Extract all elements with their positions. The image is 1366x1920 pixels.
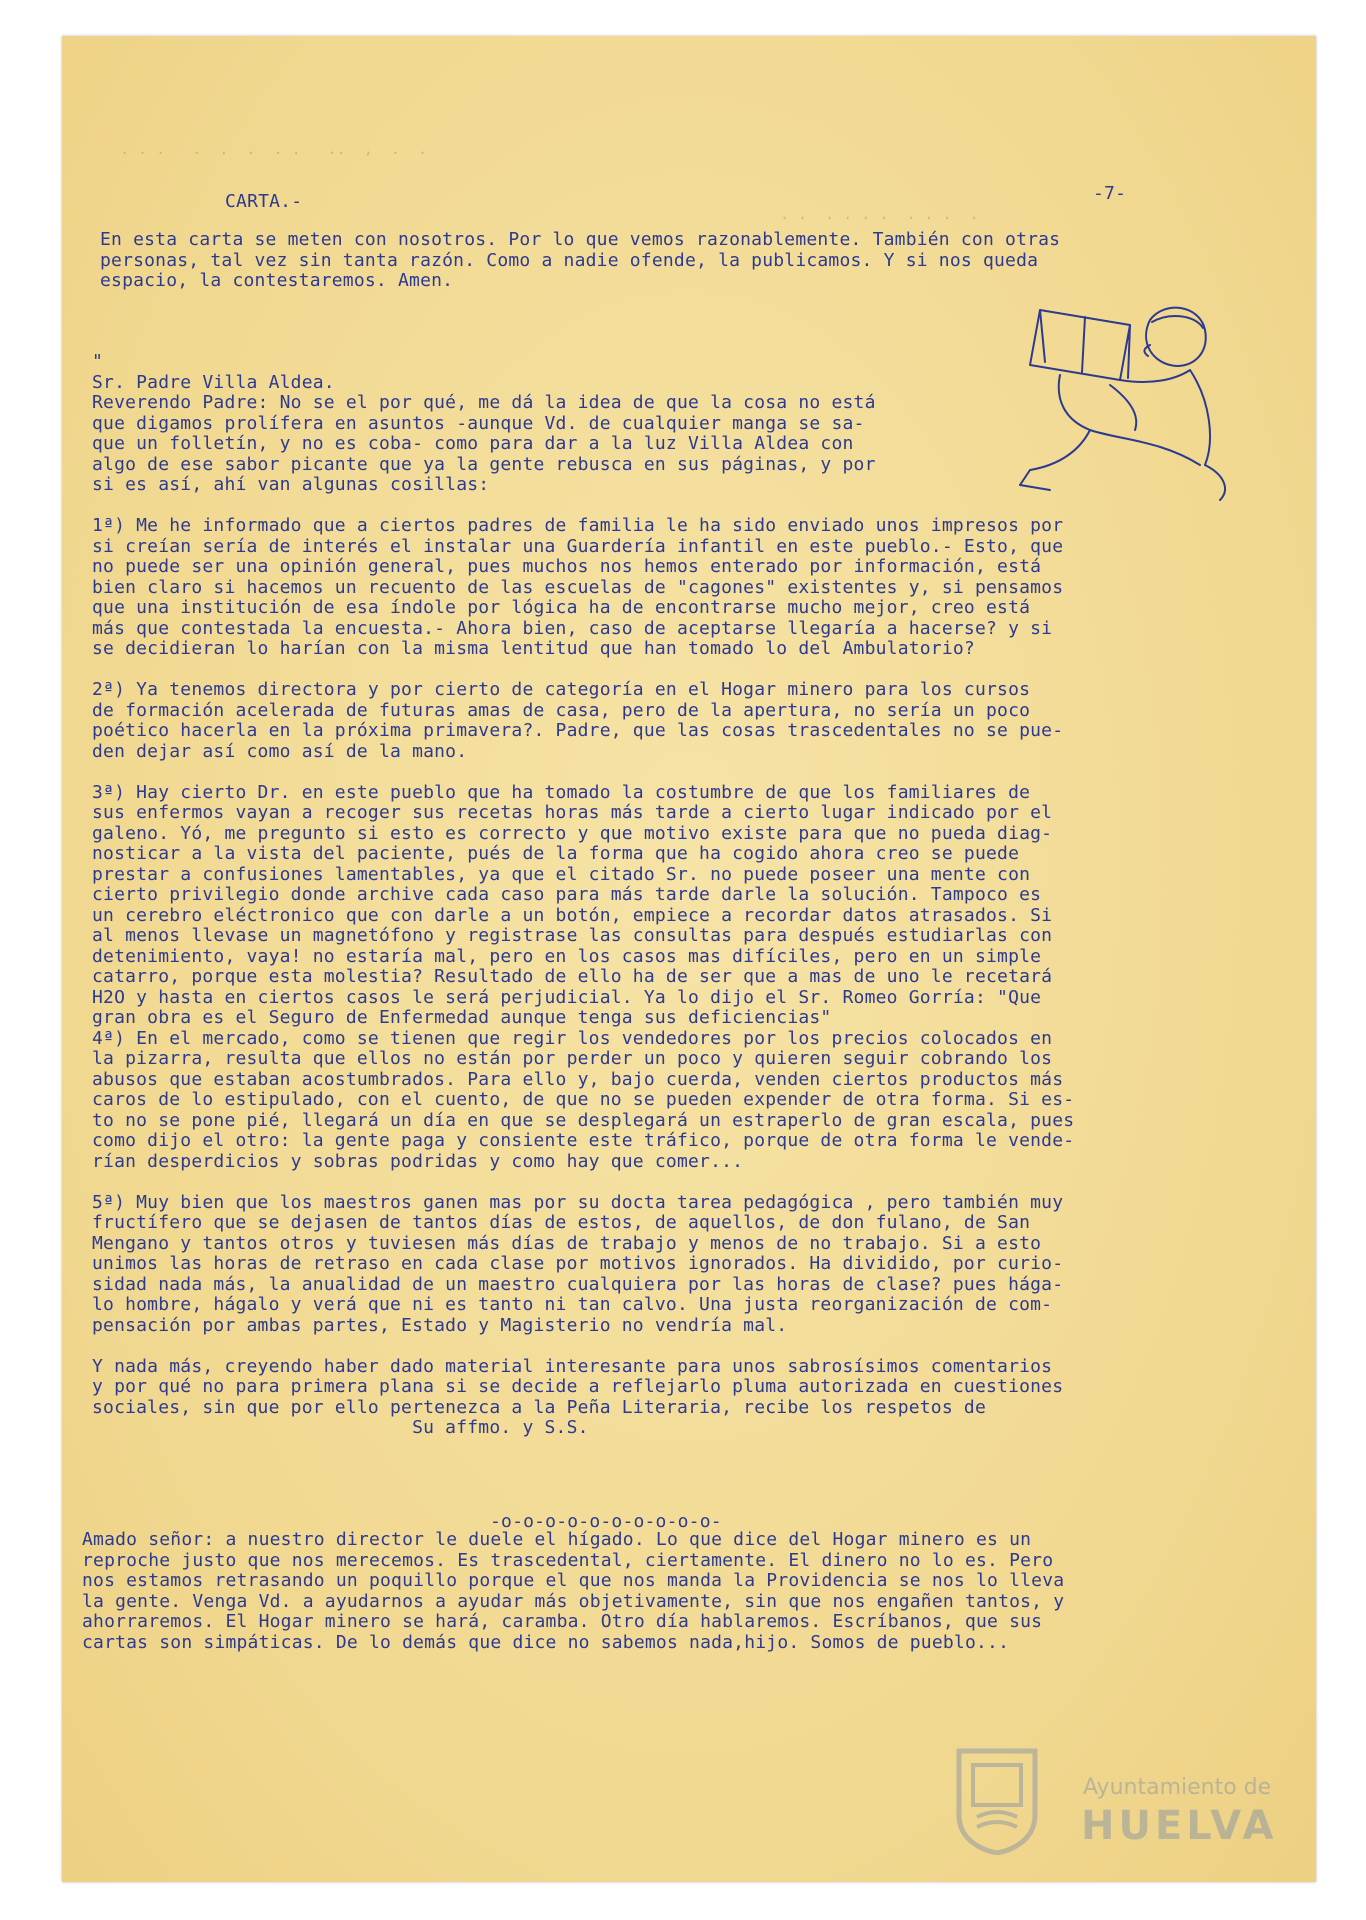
editor-reply: Amado señor: a nuestro director le duele el hígado. Lo que dice del Hogar minero es un reproche justo que nos merecemos. Es trascedental, ciertamente. El dinero no lo es. Pero nos estamos retrasando un poquillo porque el que nos manda la Providencia se nos lo lleva la gente. Venga Vd. a ayudarnos a ayudar más objetivamente, sin que nos engañen tantos, y ahorraremos. El Hogar minero se hará, caramba. Otro día hablaremos. Escríbanos, que sus cartas son simpáticas. De lo demás que dice no sabemos nada,hijo. Somos de pueblo... xyxy=(82,1529,1065,1653)
editor-intro: En esta carta se meten con nosotros. Por lo que vemos razonablemente. También con otras personas, tal vez sin tanta razón. Como a nadie ofende, la publicamos. Y si nos queda espacio, la contestaremos. Amen. xyxy=(100,229,1061,291)
letter-body: " Sr. Padre Villa Aldea. Reverendo Padre: No se el por qué, me dá la idea de que la cosa no está que digamos prolífera en asuntos -aunque Vd. de cualquier manga se sa- que un folletín, y no es coba- como para dar a la luz Villa Aldea con algo de ese sabor picante que ya la gente rebusca en sus páginas, y por si es así, ahí van algunas cosillas: 1ª) Me he informado que a ciertos padres de familia le ha sido enviado unos impresos por si creían sería de interés el instalar una Guardería infantil en este pueblo.- Esto, que no puede ser una opinión general, pues muchos nos hemos enterado por información, está bien claro si hacemos un recuento de las escuelas de "cagones" existentes y, si pensamos que una institución de esa índole por lógica ha de encontrarse mucho mejor, creo está más que contestada la encuesta.- Ahora bien, caso de aceptarse llegaría a hacerse? y si se decidieran lo harían con la misma lentitud que han tomado lo del Ambulatorio? 2ª) Ya tenemos directora y por cierto de categoría en el Hogar minero para los cursos de formación acelerada de futuras amas de casa, pero de la apertura, no sería un poco poético hacerla en la próxima primavera?. Padre, que las cosas trascedentales no se pue- den dejar así como así de la mano. 3ª) Hay cierto Dr. en este pueblo que ha tomado la costumbre de que los familiares de sus enfermos vayan a recoger sus recetas horas más tarde a cierto lugar indicado por el galeno. Yó, me pregunto si esto es correcto y que motivo existe para que no pueda diag- nosticar a la vista del paciente, pués de la forma que ha cogido ahora creo se puede prestar a confusiones lamentables, ya que el citado Sr. no puede poseer una mente con cierto privilegio donde archive cada caso para más tarde darle la solución. Tampoco es un cerebro eléctronico que con darle a un botón, empiece a recordar datos atrasados. Si al menos llevase un magnetófono y registrase las consultas para después estudiarlas con detenimiento, vaya! no estaría mal, pero en los casos mas difíciles, pero en un simple catarro, porque esta molestia? Resultado de ello ha de ser que a mas de uno le recetará H2O y hasta en ciertos casos le será perjudicial. Ya lo dijo el Sr. Romeo Gorría: "Que gran obra es el Seguro de Enfermedad aunque tenga sus deficiencias" 4ª) En el mercado, como se tienen que regir los vendedores por los precios colocados en la pizarra, resulta que ellos no están por perder un poco y quieren seguir cobrando los abusos que estaban acostumbrados. Para ello y, bajo cuerda, venden ciertos productos más caros de lo estipulado, con el cuento, de que no se pueden expender de otra forma. Si es- to no se pone pié, llegará un día en que se desplegará un estraperlo de gran escala, pues como dijo el otro: la gente paga y consiente este tráfico, porque de otra forma le vende- rían desperdicios y sobras podridas y como hay que comer... 5ª) Muy bien que los maestros ganen mas por su docta tarea pedagógica , pero también muy fructífero que se dejasen de tantos días de estos, de aquellos, de don fulano, de San Mengano y tantos otros y tuviesen más días de trabajo y menos de no trabajo. Si a esto unimos las horas de retraso en cada clase por motivos ignorados. Ha dividido, por curio- sidad nada más, la anualidad de un maestro cualquiera por las horas de clase? pues hága- lo hombre, hágalo y verá que ni es tanto ni tan calvo. Una justa reorganización de com- pensación por ambas partes, Estado y Magisterio no vendría mal. Y nada más, creyendo haber dado material interesante para unos sabrosísimos comentarios y por qué no para primera plana si se decide a reflejarlo pluma autorizada en cuestiones sociales, sin que por ello pertenezca a la Peña Literaria, recibe los respetos de Su affmo. y S.S. xyxy=(92,351,1075,1438)
watermark-line-1: Ayuntamiento de xyxy=(1083,1775,1272,1800)
section-separator: -o-o-o-o-o-o-o-o-o-o- xyxy=(490,1511,722,1532)
letter-heading: CARTA.- xyxy=(225,191,303,212)
archive-watermark xyxy=(955,1745,1315,1860)
watermark-line-2: HUELVA xyxy=(1081,1803,1278,1849)
bleed-through-text: . . . . . . . . . . xyxy=(780,205,979,223)
page-number: -7- xyxy=(1093,183,1127,204)
city-shield-icon xyxy=(955,1745,1039,1855)
bleed-through-text: . . . . . . . . .. , . . xyxy=(120,140,428,158)
